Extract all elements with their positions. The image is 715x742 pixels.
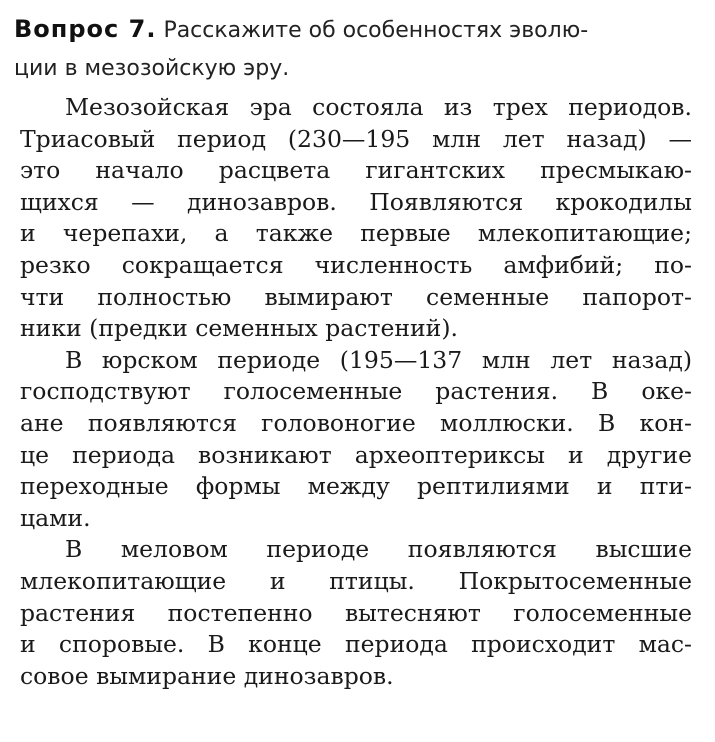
answer-paragraph <box>20 534 692 692</box>
text-line: чти полностью вымирают семенные папорот- <box>20 282 692 311</box>
text-line: господствуют голосеменные растения. В оке- <box>20 377 692 406</box>
text-line: резко сокращается численность амфибий; по- <box>20 250 692 279</box>
text-line: це периода возникают археоптериксы и другие <box>20 440 692 469</box>
text-line: В меловом периоде появляются высшие <box>65 535 692 564</box>
text-line: ники (предки семенных растений). <box>20 314 458 343</box>
text-line: В юрском периоде (195—137 млн лет назад) <box>65 345 692 374</box>
text-line: Мезозойская эра состояла из трех периодов. <box>65 93 692 121</box>
text-line: и черепахи, а также первые млекопитающие; <box>20 219 692 248</box>
text-line: и споровые. В конце периода происходит мас- <box>20 630 692 659</box>
question-line-1 <box>14 10 690 50</box>
text-line: переходные формы между рептилиями и пти- <box>20 472 692 501</box>
text-line: ане появляются головоногие моллюски. В кон- <box>20 408 692 437</box>
text-line: Триасовый период (230—195 млн лет назад) — <box>20 124 692 153</box>
question-header <box>14 10 690 88</box>
text-line: растения постепенно вытесняют голосеменные <box>20 598 692 627</box>
question-label: Вопрос 7. <box>14 15 157 43</box>
question-line-2: ции в мезозойскую эру. <box>14 56 290 81</box>
answer-text <box>20 92 692 692</box>
answer-paragraph <box>20 345 692 535</box>
answer-paragraph <box>20 92 692 345</box>
text-line: щихся — динозавров. Появляются крокодилы <box>20 187 692 216</box>
text-line: цами. <box>20 503 91 532</box>
question-text: Расскажите об особенностях эволю- <box>163 18 589 43</box>
text-line: это начало расцвета гигантских пресмыкаю- <box>20 156 692 185</box>
text-line: совое вымирание динозавров. <box>20 661 394 690</box>
text-line: млекопитающие и птицы. Покрытосеменные <box>20 566 692 595</box>
